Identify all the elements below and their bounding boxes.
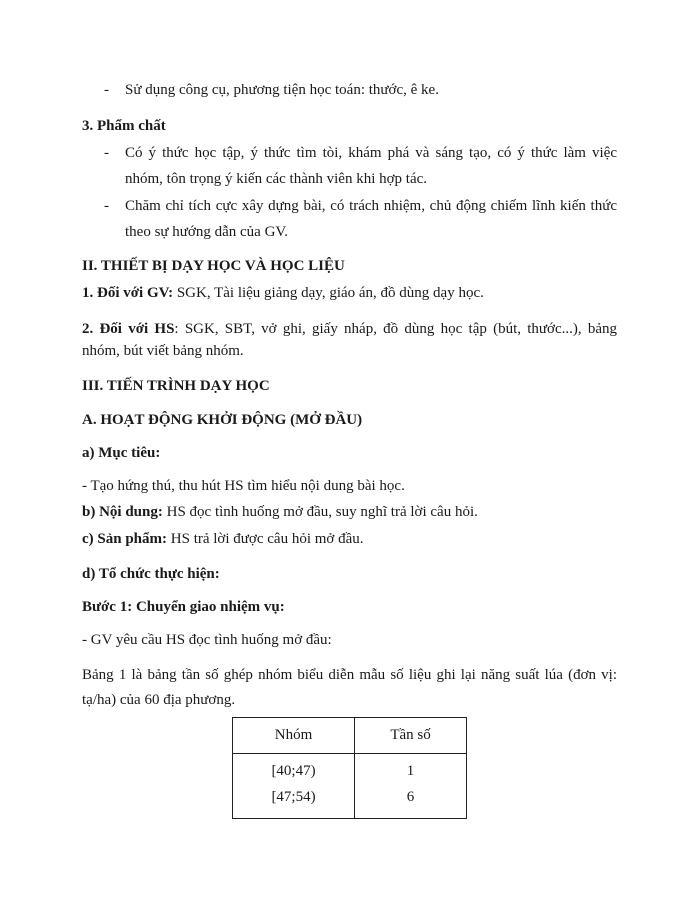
header-group: Nhóm — [233, 718, 355, 754]
to-chuc-label: d) Tổ chức thực hiện: — [82, 566, 220, 582]
table-header-row — [233, 718, 467, 754]
cell-group: [47;54) — [233, 784, 355, 819]
table-row — [233, 784, 467, 819]
hs-materials-line1 — [82, 319, 617, 339]
gv-label: 1. Đối với GV: — [82, 285, 174, 301]
bullet-dash: - — [104, 82, 109, 98]
table-row — [233, 754, 467, 785]
section-3-title: 3. Phẩm chất — [82, 118, 166, 134]
bullet-tools: Sử dụng công cụ, phương tiện học toán: thước, ê ke. — [125, 82, 439, 98]
hs-text: : SGK, SBT, vở ghi, giấy nháp, đồ dùng học tập (bút, thước...), bảng — [174, 321, 617, 337]
hs-materials-line2: nhóm, bút viết bảng nhóm. — [82, 343, 244, 359]
bullet-dash: - — [104, 145, 109, 161]
noi-dung-text: HS đọc tình huống mở đầu, suy nghĩ trả lời câu hỏi. — [162, 504, 478, 520]
bullet-quality-1-line1: Có ý thức học tập, ý thức tìm tòi, khám phá và sáng tạo, có ý thức làm việc — [125, 145, 617, 161]
gv-text: SGK, Tài liệu giảng dạy, giáo án, đồ dùng dạy học. — [173, 285, 484, 301]
hs-label: 2. Đối với HS — [82, 321, 175, 337]
frequency-table — [232, 717, 467, 819]
cell-frequency: 6 — [355, 784, 467, 819]
san-pham-label: c) Sản phẩm: — [82, 531, 168, 547]
muc-tieu-label: a) Mục tiêu: — [82, 445, 161, 461]
cell-group: [40;47) — [233, 754, 355, 785]
section-II-title: II. THIẾT BỊ DẠY HỌC VÀ HỌC LIỆU — [82, 258, 345, 274]
noi-dung — [82, 502, 478, 522]
table-intro-line2: tạ/ha) của 60 địa phương. — [82, 692, 236, 708]
section-A-title: A. HOẠT ĐỘNG KHỞI ĐỘNG (MỞ ĐẦU) — [82, 412, 363, 428]
table-intro-line1: Bảng 1 là bảng tần số ghép nhóm biểu diễn mẫu số liệu ghi lại năng suất lúa (đơn vị: — [82, 667, 617, 683]
bullet-quality-2-line2: theo sự hướng dẫn của GV. — [125, 224, 289, 240]
bullet-dash: - — [104, 198, 109, 214]
section-III-title: III. TIẾN TRÌNH DẠY HỌC — [82, 378, 270, 394]
bullet-quality-1-line2: nhóm, tôn trọng ý kiến các thành viên khi hợp tác. — [125, 171, 428, 187]
muc-tieu-text: - Tạo hứng thú, thu hút HS tìm hiểu nội dung bài học. — [82, 478, 405, 494]
san-pham-text: HS trả lời được câu hỏi mở đầu. — [167, 531, 364, 547]
san-pham — [82, 529, 364, 549]
cell-frequency: 1 — [355, 754, 467, 785]
gv-request: - GV yêu cầu HS đọc tình huống mở đầu: — [82, 632, 332, 648]
buoc-1-label: Bước 1: Chuyển giao nhiệm vụ: — [82, 599, 285, 615]
gv-materials — [82, 283, 484, 303]
noi-dung-label: b) Nội dung: — [82, 504, 163, 520]
bullet-quality-2-line1: Chăm chỉ tích cực xây dựng bài, có trách nhiệm, chủ động chiếm lĩnh kiến thức — [125, 198, 617, 214]
header-frequency: Tần số — [355, 718, 467, 754]
